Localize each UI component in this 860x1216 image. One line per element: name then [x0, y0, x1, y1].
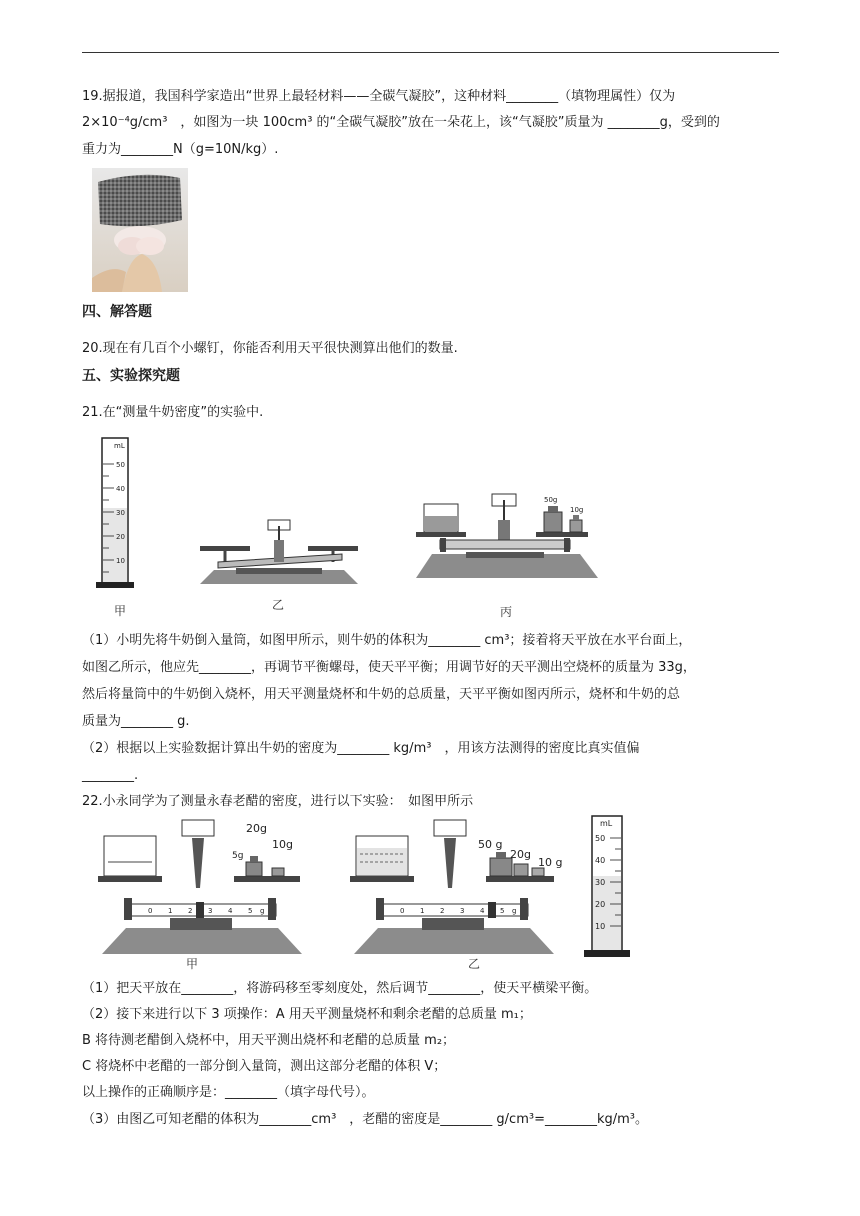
- q19-line3: 重力为________N（g=10N/kg）.: [82, 142, 279, 157]
- q22-cyl-tick-40: 40: [595, 856, 606, 865]
- q22-order: 以上操作的正确顺序是：________（填字母代号）。: [82, 1085, 375, 1100]
- q19-line1: 19.据报道，我国科学家造出“世界上最轻材料——全碳气凝胶”，这种材料________（填物理属性）仅为: [82, 89, 676, 104]
- section-5-heading: 五、实验探究题: [82, 368, 180, 384]
- q22-jia-scale-2: 2: [188, 907, 193, 915]
- q21-part1-line4: 质量为________ g.: [82, 714, 190, 729]
- q22-cyl-tick-30: 30: [595, 878, 606, 887]
- q22-jia-scale-4: 4: [228, 907, 233, 915]
- q21-weight-10g: 10g: [570, 506, 584, 514]
- q21-balance-bing: [410, 488, 610, 584]
- q22-part3: （3）由图乙可知老醋的体积为________cm³ ，老醋的密度是________ g/cm³=________kg/m³。: [82, 1112, 649, 1127]
- q22-balance-yi: [348, 818, 563, 956]
- aerogel-photo: [92, 168, 188, 292]
- q19-line2: 2×10⁻⁴g/cm³ ，如图为一块 100cm³ 的“全碳气凝胶”放在一朵花上，该“气凝胶”质量为 ________g，受到的: [82, 115, 720, 130]
- q20-text: 20.现在有几百个小螺钉，你能否利用天平很快测算出他们的数量.: [82, 341, 458, 356]
- q22-yi-scale-unit: g: [512, 907, 517, 915]
- q21-part1-line2: 如图乙所示，他应先________，再调节平衡螺母，使天平平衡；用调节好的天平测出空烧杯的质量为 33g，: [82, 660, 696, 675]
- q21-intro: 21.在“测量牛奶密度”的实验中.: [82, 405, 264, 420]
- q21-cylinder-unit: mL: [114, 442, 125, 450]
- header-rule: [82, 52, 779, 53]
- q22-yi-weight-10g: 10 g: [538, 856, 563, 869]
- q21-part1-line1: （1）小明先将牛奶倒入量筒，如图甲所示，则牛奶的体积为________ cm³；接着将天平放在水平台面上，: [82, 633, 692, 648]
- q22-yi-scale-2: 2: [440, 907, 445, 915]
- q22-yi-weight-50g: 50 g: [478, 838, 503, 851]
- q21-cylinder-figure: [94, 434, 140, 592]
- q22-part2: （2）接下来进行以下 3 项操作：A 用天平测量烧杯和剩余老醋的总质量 m₁；: [82, 1007, 532, 1022]
- q21-part2-line1: （2）根据以上实验数据计算出牛奶的密度为________ kg/m³ ，用该方法测得的密度比真实值偏: [82, 741, 640, 756]
- q22-option-b: B 将待测老醋倒入烧杯中，用天平测出烧杯和老醋的总质量 m₂；: [82, 1033, 456, 1048]
- q22-jia-scale-unit: g: [260, 907, 265, 915]
- q22-jia-weight-5g: 5g: [232, 851, 244, 861]
- q21-cyl-tick-30: 30: [116, 509, 125, 517]
- q22-cyl-tick-20: 20: [595, 900, 606, 909]
- q22-yi-scale-5: 5: [500, 907, 505, 915]
- q22-jia-scale-1: 1: [168, 907, 173, 915]
- q22-option-c: C 将烧杯中老醋的一部分倒入量筒，测出这部分老醋的体积 V；: [82, 1059, 447, 1074]
- q21-cyl-tick-40: 40: [116, 485, 125, 493]
- q22-intro: 22.小永同学为了测量永春老醋的密度，进行以下实验： 如图甲所示: [82, 794, 474, 809]
- q22-jia-scale-5: 5: [248, 907, 253, 915]
- q21-cyl-tick-50: 50: [116, 461, 125, 469]
- q22-cyl-tick-10: 10: [595, 922, 606, 931]
- q21-caption-yi: 乙: [272, 598, 285, 612]
- q22-cyl-tick-50: 50: [595, 834, 606, 843]
- q22-jia-scale-3: 3: [208, 907, 213, 915]
- q22-yi-scale-1: 1: [420, 907, 425, 915]
- q22-cylinder-unit: mL: [600, 819, 613, 828]
- q22-jia-weight-10g: 10g: [272, 838, 293, 851]
- section-4-heading: 四、解答题: [82, 304, 152, 320]
- q21-cyl-tick-10: 10: [116, 557, 125, 565]
- q22-caption-jia: 甲: [186, 957, 199, 971]
- q21-part1-line3: 然后将量筒中的牛奶倒入烧杯，用天平测量烧杯和牛奶的总质量，天平平衡如图丙所示，烧杯和牛奶的总: [82, 687, 681, 702]
- q22-yi-weight-20g: 20g: [510, 848, 531, 861]
- q22-yi-scale-4: 4: [480, 907, 485, 915]
- q21-cyl-tick-20: 20: [116, 533, 125, 541]
- q21-weight-50g: 50g: [544, 496, 558, 504]
- q21-part2-line2: ________.: [82, 768, 139, 783]
- q22-jia-scale-0: 0: [148, 907, 153, 915]
- q21-caption-bing: 丙: [500, 605, 513, 619]
- q22-yi-scale-0: 0: [400, 907, 405, 915]
- q22-jia-weight-20g: 20g: [246, 822, 267, 835]
- q22-balance-jia: [96, 818, 306, 956]
- q21-balance-yi: [196, 512, 364, 588]
- q22-yi-scale-3: 3: [460, 907, 465, 915]
- q22-part1: （1）把天平放在________，将游码移至零刻度处，然后调节________，使天平横梁平衡。: [82, 981, 598, 996]
- q22-caption-yi: 乙: [468, 957, 481, 971]
- q22-cylinder-figure: [580, 812, 632, 962]
- q21-caption-jia: 甲: [114, 604, 127, 618]
